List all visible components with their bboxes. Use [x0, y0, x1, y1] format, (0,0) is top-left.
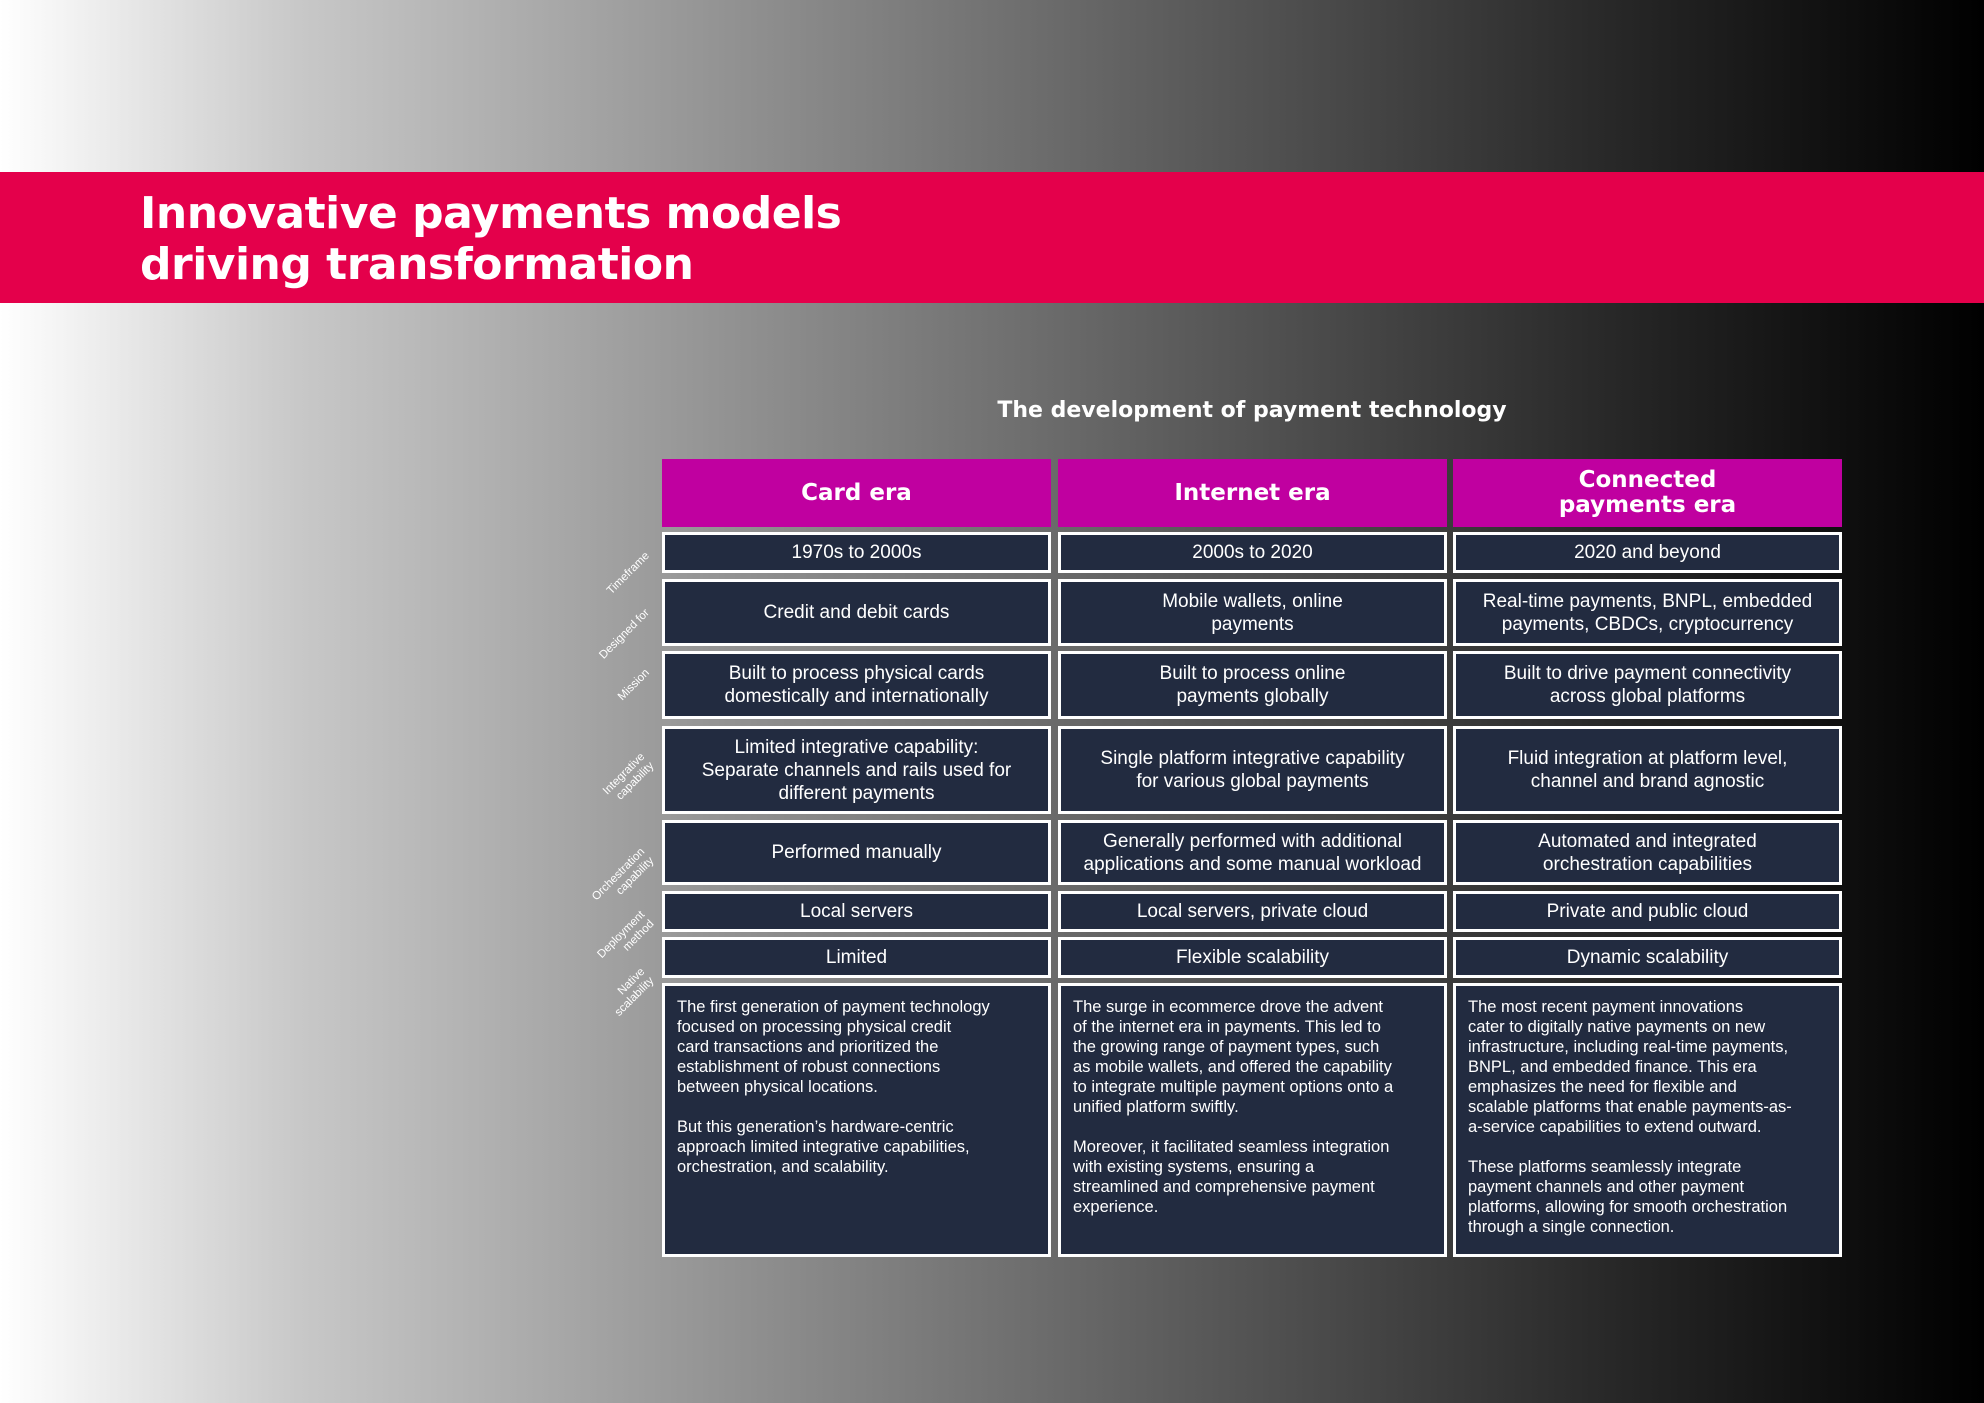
column-header-label: Internet era [1174, 479, 1331, 506]
cell-text: Real-time payments, BNPL, embedded payments, CBDCs, cryptocurrency [1482, 590, 1813, 635]
description-paragraph: But this generation’s hardware-centric approach limited integrative capabilities, orchestration, and scalability. [677, 1118, 970, 1176]
cell-text: Built to drive payment connectivity across global platforms [1503, 663, 1792, 707]
table-cell [1058, 937, 1447, 978]
cell-text: Limited integrative capability: Separate channels and rails used for different payments [701, 736, 1012, 804]
table-cell [1058, 579, 1447, 646]
cell-text: Dynamic scalability [1566, 947, 1729, 968]
table-cell [1058, 651, 1447, 719]
cell-text: Automated and integrated orchestration capabilities [1538, 830, 1757, 875]
cell-text: 2020 and beyond [1574, 542, 1721, 563]
cell-text: Built to process online payments globally [1159, 663, 1346, 707]
cell-text: Fluid integration at platform level, channel and brand agnostic [1507, 748, 1788, 792]
column-header-card-era [662, 459, 1051, 527]
cell-text: Credit and debit cards [763, 602, 950, 623]
description-internet-era [1058, 983, 1447, 1257]
table-cell [662, 651, 1051, 719]
description-card-era [662, 983, 1051, 1257]
cell-text: Limited [825, 947, 888, 968]
cell-text: 2000s to 2020 [1192, 542, 1313, 563]
table-cell [1058, 891, 1447, 932]
row-label-orchestration-capability: Orchestration capability [589, 845, 657, 904]
table-cell [1453, 579, 1842, 646]
table-cell [1453, 532, 1842, 573]
table-cell [662, 891, 1051, 932]
column-header-label: Card era [801, 479, 912, 506]
table-cell [662, 579, 1051, 646]
table-cell [1453, 891, 1842, 932]
table-cell [1453, 937, 1842, 978]
description-paragraph: These platforms seamlessly integrate payment channels and other payment platforms, allowing for smooth orchestration through a single connection. [1468, 1158, 1788, 1236]
cell-text: Built to process physical cards domestically and internationally [724, 663, 989, 707]
page-title-line-2: driving transformation [140, 239, 694, 290]
cell-text: 1970s to 2000s [791, 542, 922, 563]
description-paragraph: The most recent payment innovations cater to digitally native payments on new infrastructure, including real-time payments, BNPL, and embedded finance. This era emphasizes the need for flexible and scalable platforms that enable payments-as- a-service capabilities to extend outward. [1468, 998, 1792, 1136]
cell-text: Flexible scalability [1175, 947, 1330, 968]
table-cell [1058, 726, 1447, 814]
row-label-designed-for: Designed for [597, 606, 652, 662]
row-label-native-scalability: Native scalability [612, 965, 657, 1019]
cell-text: Local servers, private cloud [1136, 901, 1369, 922]
row-label-mission: Mission [615, 666, 652, 703]
cell-text: Single platform integrative capability for various global payments [1100, 748, 1405, 792]
cell-text: Generally performed with additional applications and some manual workload [1083, 830, 1422, 875]
table-cell [1453, 726, 1842, 814]
table-cell [662, 820, 1051, 885]
row-label-integrative-capability: Integrative capability [600, 750, 657, 803]
page-title [140, 188, 841, 290]
table-cell [662, 726, 1051, 814]
title-banner [0, 172, 1984, 303]
table-cell [1453, 651, 1842, 719]
table-cell [1453, 820, 1842, 885]
cell-text: Private and public cloud [1546, 901, 1749, 922]
description-connected-era [1453, 983, 1842, 1257]
description-paragraph: Moreover, it facilitated seamless integration with existing systems, ensuring a streamlined and comprehensive payment experience. [1073, 1138, 1390, 1216]
page-title-line-1: Innovative payments models [140, 188, 842, 239]
table-cell [1058, 820, 1447, 885]
description-paragraph: The surge in ecommerce drove the advent of the internet era in payments. This led to the growing range of payment types, such as mobile wallets, and offered the capability to integrate multiple payment options onto a unified platform swiftly. [1073, 998, 1394, 1116]
table-cell [1058, 532, 1447, 573]
description-paragraph: The first generation of payment technology focused on processing physical credit card transactions and prioritized the establishment of robust connections between physical locations. [677, 998, 990, 1096]
table-title: The development of payment technology [997, 398, 1507, 423]
cell-text: Performed manually [771, 842, 942, 863]
table-cell [662, 937, 1051, 978]
cell-text: Local servers [800, 901, 913, 922]
column-header-connected-era [1453, 459, 1842, 527]
column-header-label: Connected payments era [1558, 467, 1737, 518]
row-label-deployment-method: Deployment method [595, 908, 657, 961]
cell-text: Mobile wallets, online payments [1162, 590, 1343, 635]
table-cell [662, 532, 1051, 573]
row-label-timeframe: Timeframe [604, 549, 652, 597]
column-header-internet-era [1058, 459, 1447, 527]
